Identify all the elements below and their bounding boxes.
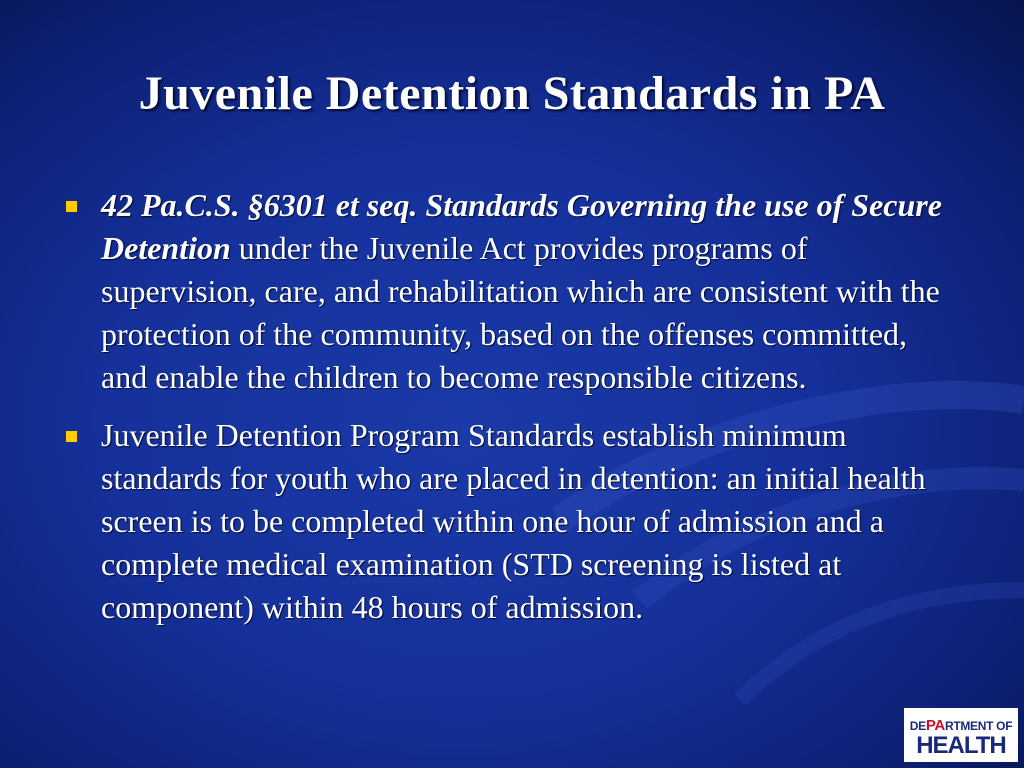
bullet-list (60, 184, 960, 644)
bullet-item (60, 184, 960, 399)
bullet-marker-icon (66, 201, 77, 212)
bullet-item (60, 414, 960, 629)
logo-text-de: DE (909, 719, 926, 733)
bullet-emphasis: 42 Pa.C.S. §6301 et seq. Standards Governing the use of Secure Detention (101, 187, 942, 266)
slide-title: Juvenile Detention Standards in PA (138, 67, 886, 120)
bullet-marker-icon (66, 431, 77, 442)
bullet-text: under the Juvenile Act provides programs of supervision, care, and rehabilitation which are consistent with the protection of the community, based on the offenses committed, and enable the children to become responsible citizens. (101, 230, 940, 395)
logo-text-pa: PA (925, 717, 945, 734)
bullet-text: Juvenile Detention Program Standards establish minimum standards for youth who are placed in detention: an initial health screen is to be completed within one hour of admission and a complete medical examination (STD screening is listed at component) within 48 hours of admission. (101, 417, 926, 625)
department-of-health-logo (904, 708, 1018, 762)
logo-line-2: HEALTH (916, 732, 1006, 759)
logo-text-rtment: RTMENT OF (944, 719, 1013, 733)
